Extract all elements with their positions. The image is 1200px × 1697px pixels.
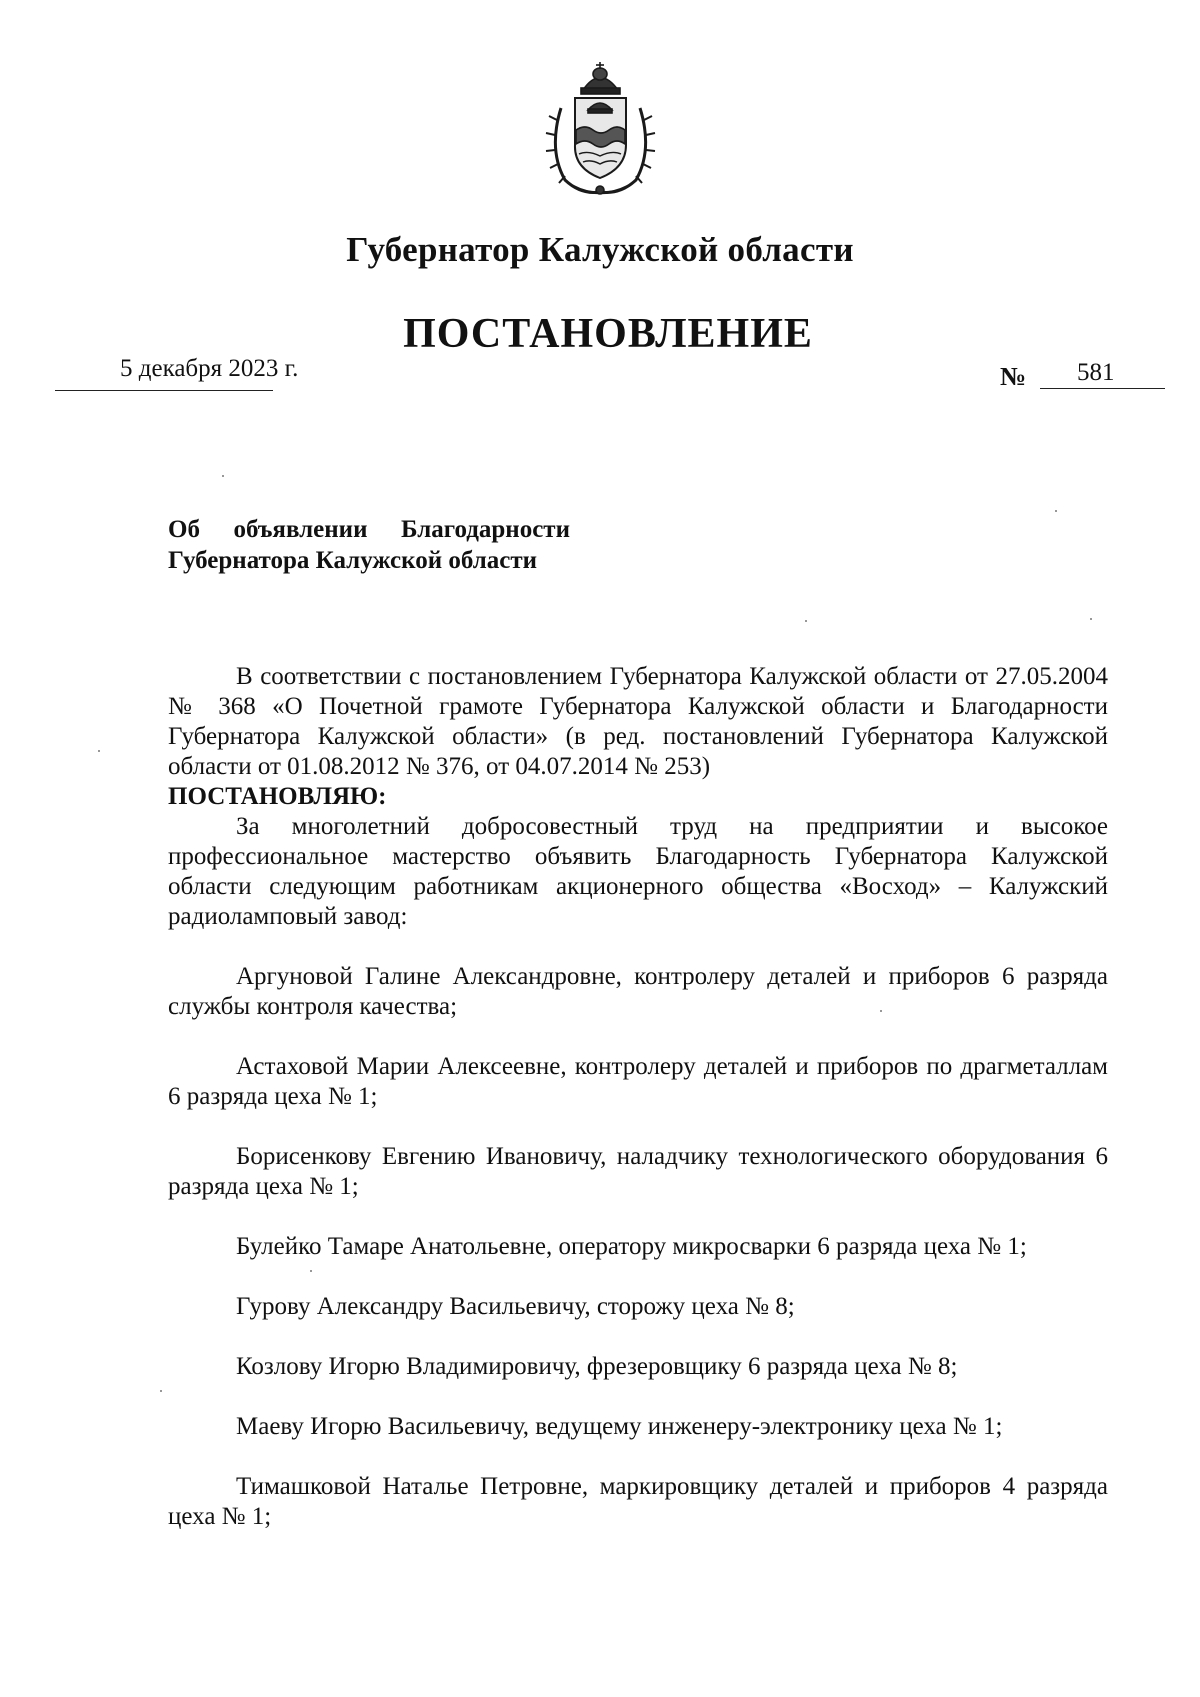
number-label: № xyxy=(1000,362,1027,391)
recipient-item: Борисенкову Евгению Ивановичу, наладчику технологического оборудования 6 разряда цеха № 1; xyxy=(168,1143,1108,1200)
subject-word: Благодарности xyxy=(401,516,570,543)
resolve-heading: ПОСТАНОВЛЯЮ: xyxy=(168,783,387,810)
subject-word: объявлении xyxy=(233,516,368,543)
subject-line-1 xyxy=(168,514,570,545)
issuing-authority: Губернатор Калужской области xyxy=(346,230,854,269)
document-type-title: ПОСТАНОВЛЕНИЕ xyxy=(403,311,813,357)
preamble-paragraph: В соответствии с постановлением Губернатора Калужской области от 27.05.2004 № 368 «О Почетной грамоте Губернатора Калужской области и Благодарности Губернатора Калужской области» (в ред. постановлений Губернатора Калужской области от 01.08.2012 № 376, от 04.07.2014 № 253) xyxy=(168,663,1108,780)
document-body xyxy=(168,662,1108,1532)
recipient-item: Аргуновой Галине Александровне, контролеру деталей и приборов 6 разряда службы контроля качества; xyxy=(168,963,1108,1020)
kaluga-coat-of-arms-icon xyxy=(543,60,658,200)
recipient-item: Маеву Игорю Васильевичу, ведущему инженеру-электронику цеха № 1; xyxy=(236,1413,1003,1440)
recipient-item: Булейко Тамаре Анатольевне, оператору микросварки 6 разряда цеха № 1; xyxy=(236,1233,1027,1260)
intro-paragraph: За многолетний добросовестный труд на предприятии и высокое профессиональное мастерство объявить Благодарность Губернатора Калужской области следующим работникам акционерного общества «Восход» – Калужский радиоламповый завод: xyxy=(168,813,1108,930)
document-number: 581 xyxy=(1077,359,1115,386)
document-subject xyxy=(168,514,570,576)
recipient-item: Козлову Игорю Владимировичу, фрезеровщику 6 разряда цеха № 8; xyxy=(236,1353,958,1380)
subject-word: Об xyxy=(168,516,200,543)
number-field-underline xyxy=(1040,388,1165,389)
document-date: 5 декабря 2023 г. xyxy=(120,355,299,382)
subject-line-2: Губернатора Калужской области xyxy=(168,547,538,574)
recipient-item: Гурову Александру Васильевичу, сторожу цеха № 8; xyxy=(236,1293,795,1320)
recipient-item: Астаховой Марии Алексеевне, контролеру деталей и приборов по драгметаллам 6 разряда цеха № 1; xyxy=(168,1053,1108,1110)
recipient-item: Тимашковой Наталье Петровне, маркировщику деталей и приборов 4 разряда цеха № 1; xyxy=(168,1473,1108,1530)
